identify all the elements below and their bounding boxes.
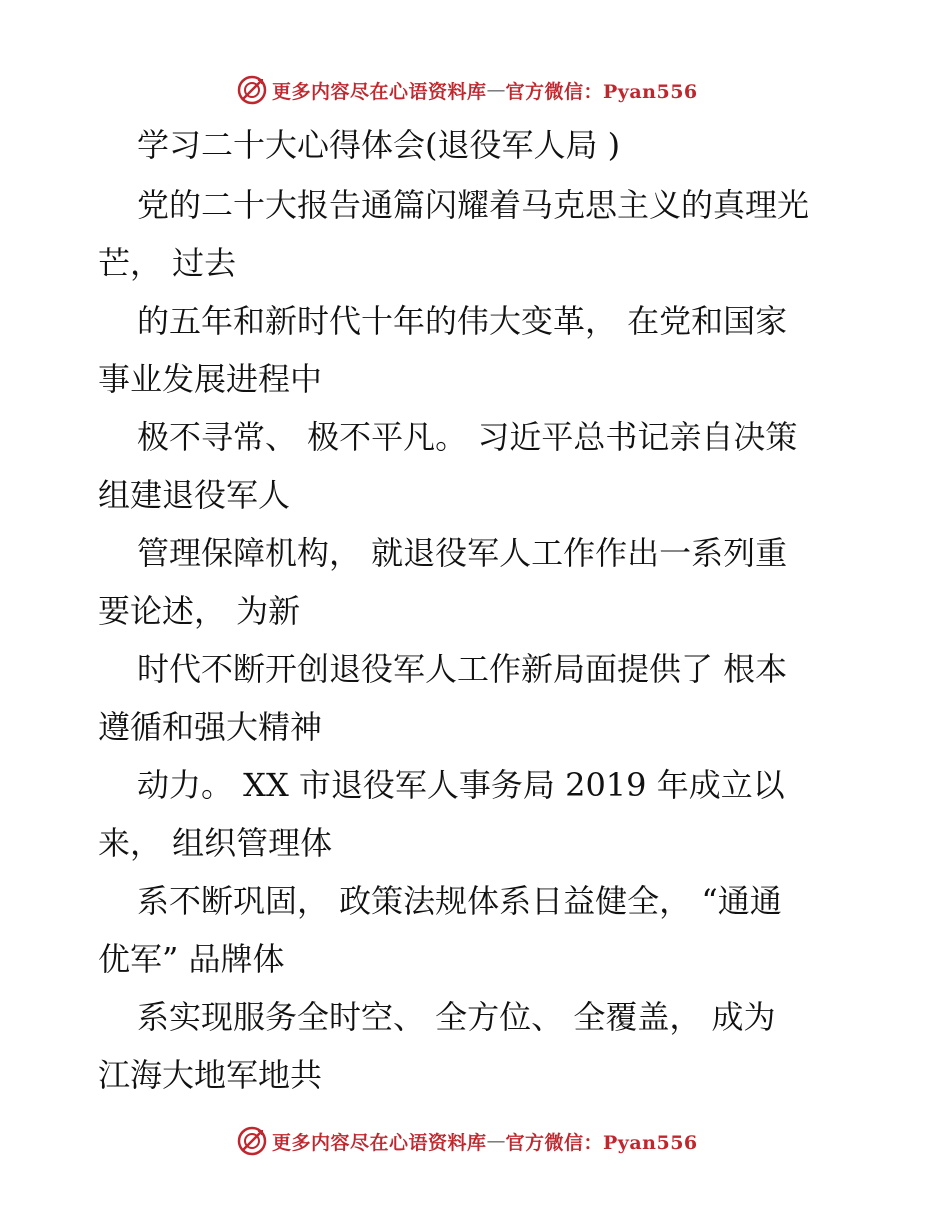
brand-logo-icon bbox=[236, 1125, 268, 1157]
text-line: 优军” 品牌体 bbox=[98, 940, 285, 978]
text-line: 动力。 XX 市退役军人事务局 2019 年成立以 bbox=[137, 766, 785, 804]
text-line: 极不寻常、 极不平凡。 习近平总书记亲自决策 bbox=[137, 418, 798, 456]
banner-text: 更多内容尽在心语资料库 bbox=[272, 1131, 487, 1154]
text-line: 芒， 过去 bbox=[98, 244, 237, 282]
brand-logo-icon bbox=[236, 74, 268, 106]
text-line: 组建退役军人 bbox=[98, 476, 291, 514]
text-line: 时代不断开创退役军人工作新局面提供了 根本 bbox=[137, 650, 788, 688]
text-line: 遵循和强大精神 bbox=[98, 708, 323, 746]
footer-banner bbox=[236, 1124, 698, 1158]
banner-text: 更多内容尽在心语资料库 bbox=[272, 80, 487, 103]
banner-contact: 官方微信：Pyan556 bbox=[505, 80, 698, 103]
text-line: 来， 组织管理体 bbox=[98, 824, 333, 862]
text-line: 的五年和新时代十年的伟大变革， 在党和国家 bbox=[137, 302, 788, 340]
text-line: 江海大地军地共 bbox=[98, 1056, 323, 1094]
text-line: 党的二十大报告通篇闪耀着马克思主义的真理光 bbox=[137, 186, 810, 224]
text-line: 管理保障机构， 就退役军人工作作出一系列重 bbox=[137, 534, 788, 572]
text-line: 事业发展进程中 bbox=[98, 360, 323, 398]
banner-contact: 官方微信：Pyan556 bbox=[505, 1131, 698, 1154]
banner-separator: — bbox=[486, 79, 506, 101]
banner-separator: — bbox=[486, 1130, 506, 1152]
text-line: 要论述， 为新 bbox=[98, 592, 301, 630]
header-banner bbox=[236, 73, 698, 107]
document-title: 学习二十大心得体会(退役军人局 ) bbox=[137, 126, 621, 164]
text-line: 系实现服务全时空、 全方位、 全覆盖， 成为 bbox=[137, 998, 776, 1036]
text-line: 系不断巩固， 政策法规体系日益健全， “通通 bbox=[137, 882, 782, 920]
